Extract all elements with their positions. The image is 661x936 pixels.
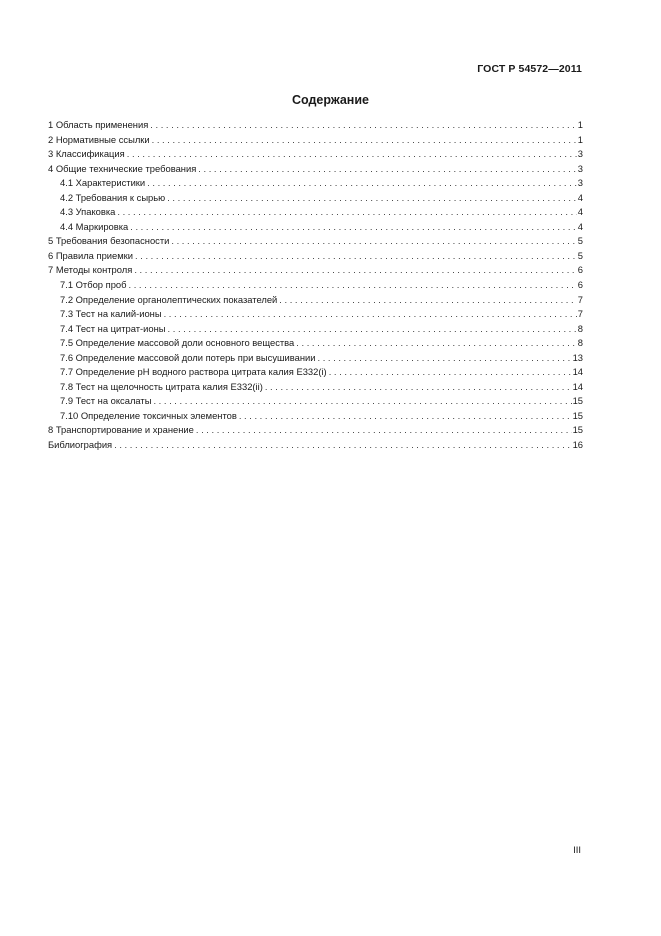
toc-subentry[interactable] [48, 176, 583, 191]
toc-entry-label: 7.2 Определение органолептических показателей [60, 293, 278, 305]
toc-entry-label: 7.1 Отбор проб [60, 279, 127, 291]
dot-leader [153, 394, 571, 409]
toc-subentry[interactable] [48, 351, 583, 366]
toc-title: Содержание [291, 93, 369, 107]
dot-leader [152, 133, 577, 148]
dot-leader [134, 263, 576, 278]
toc-entry-label: 7 Методы контроля [48, 264, 133, 276]
toc-subentry[interactable] [48, 205, 583, 220]
dot-leader [135, 249, 577, 264]
toc-entry[interactable] [48, 147, 583, 162]
toc-entry-label: 7.8 Тест на щелочность цитрата калия Е332(ii) [60, 380, 263, 392]
toc-entry-label: 7.5 Определение массовой доли основного вещества [60, 337, 295, 349]
dot-leader [130, 220, 577, 235]
dot-leader [329, 365, 572, 380]
dot-leader [117, 205, 576, 220]
toc-entry-label: 1 Область применения [48, 119, 149, 130]
dot-leader [150, 118, 576, 133]
toc-subentry[interactable] [48, 322, 583, 337]
toc-subentry[interactable] [48, 191, 583, 206]
toc-subentry[interactable] [48, 365, 583, 380]
dot-leader [127, 147, 577, 162]
toc-entry[interactable] [48, 133, 583, 148]
toc-entry-label: 2 Нормативные ссылки [48, 133, 150, 145]
toc-entry-page: 8 [577, 322, 583, 334]
toc-entry-label: 3 Классификация [48, 148, 125, 160]
toc-entry-label: 7.6 Определение массовой доли потерь при высушивании [60, 351, 316, 363]
toc-entry-page: 15 [572, 395, 583, 407]
dot-leader [147, 176, 577, 191]
toc-entry-page: 6 [577, 264, 583, 276]
table-of-contents [48, 118, 583, 453]
standard-id: ГОСТ Р 54572—2011 [477, 63, 582, 75]
toc-entry-label: 4.2 Требования к сырью [60, 191, 166, 203]
toc-entry-page: 1 [577, 119, 583, 130]
toc-entry-label: Библиография [48, 439, 113, 451]
toc-subentry[interactable] [48, 336, 583, 351]
dot-leader [171, 234, 576, 249]
page-number: III [573, 845, 581, 856]
toc-entry[interactable] [48, 438, 583, 453]
toc-entry-page: 1 [577, 133, 583, 145]
toc-entry-page: 5 [577, 249, 583, 261]
toc-entry-label: 7.4 Тест на цитрат-ионы [60, 322, 166, 334]
toc-entry[interactable] [48, 162, 583, 177]
toc-entry-page: 15 [572, 424, 583, 436]
toc-entry-label: 6 Правила приемки [48, 249, 134, 261]
toc-subentry[interactable] [48, 409, 583, 424]
dot-leader [196, 423, 572, 438]
toc-subentry[interactable] [48, 220, 583, 235]
toc-subentry[interactable] [48, 307, 583, 322]
toc-entry-label: 4.3 Упаковка [60, 206, 116, 218]
toc-entry[interactable] [48, 234, 583, 249]
toc-entry-label: 4.4 Маркировка [60, 220, 129, 232]
dot-leader [114, 438, 571, 453]
toc-subentry[interactable] [48, 278, 583, 293]
toc-entry[interactable] [48, 423, 583, 438]
toc-entry-label: 7.10 Определение токсичных элементов [60, 409, 237, 421]
toc-entry-page: 3 [577, 177, 583, 189]
toc-subentry[interactable] [48, 380, 583, 395]
toc-entry-label: 8 Транспортирование и хранение [48, 424, 194, 436]
toc-entry-page: 5 [577, 235, 583, 247]
toc-entry-page: 15 [572, 409, 583, 421]
toc-subentry[interactable] [48, 293, 583, 308]
toc-entry-page: 6 [577, 279, 583, 291]
toc-entry-page: 7 [577, 293, 583, 305]
toc-entry-page: 16 [572, 439, 583, 451]
dot-leader [164, 307, 577, 322]
toc-entry[interactable] [48, 118, 583, 133]
toc-entry-page: 3 [577, 148, 583, 160]
dot-leader [265, 380, 572, 395]
toc-entry-page: 3 [577, 162, 583, 174]
toc-entry[interactable] [48, 249, 583, 264]
toc-entry-page: 7 [577, 308, 583, 320]
toc-entry-page: 13 [572, 351, 583, 363]
toc-entry-label: 7.7 Определение pH водного раствора цитрата калия Е332(i) [60, 366, 327, 378]
toc-entry-page: 4 [577, 191, 583, 203]
dot-leader [239, 409, 572, 424]
toc-entry-page: 14 [572, 380, 583, 392]
dot-leader [318, 351, 572, 366]
toc-entry-label: 4.1 Характеристики [60, 177, 146, 189]
dot-leader [167, 191, 577, 206]
toc-entry-label: 4 Общие технические требования [48, 162, 197, 174]
toc-entry[interactable] [48, 263, 583, 278]
toc-entry-label: 7.3 Тест на калий-ионы [60, 308, 162, 320]
toc-entry-page: 4 [577, 206, 583, 218]
dot-leader [296, 336, 577, 351]
toc-entry-page: 4 [577, 220, 583, 232]
dot-leader [168, 322, 577, 337]
toc-subentry[interactable] [48, 394, 583, 409]
dot-leader [198, 162, 577, 177]
toc-entry-label: 7.9 Тест на оксалаты [60, 395, 152, 407]
toc-entry-page: 8 [577, 337, 583, 349]
dot-leader [279, 293, 576, 308]
toc-entry-label: 5 Требования безопасности [48, 235, 170, 247]
dot-leader [129, 278, 577, 293]
toc-entry-page: 14 [572, 366, 583, 378]
